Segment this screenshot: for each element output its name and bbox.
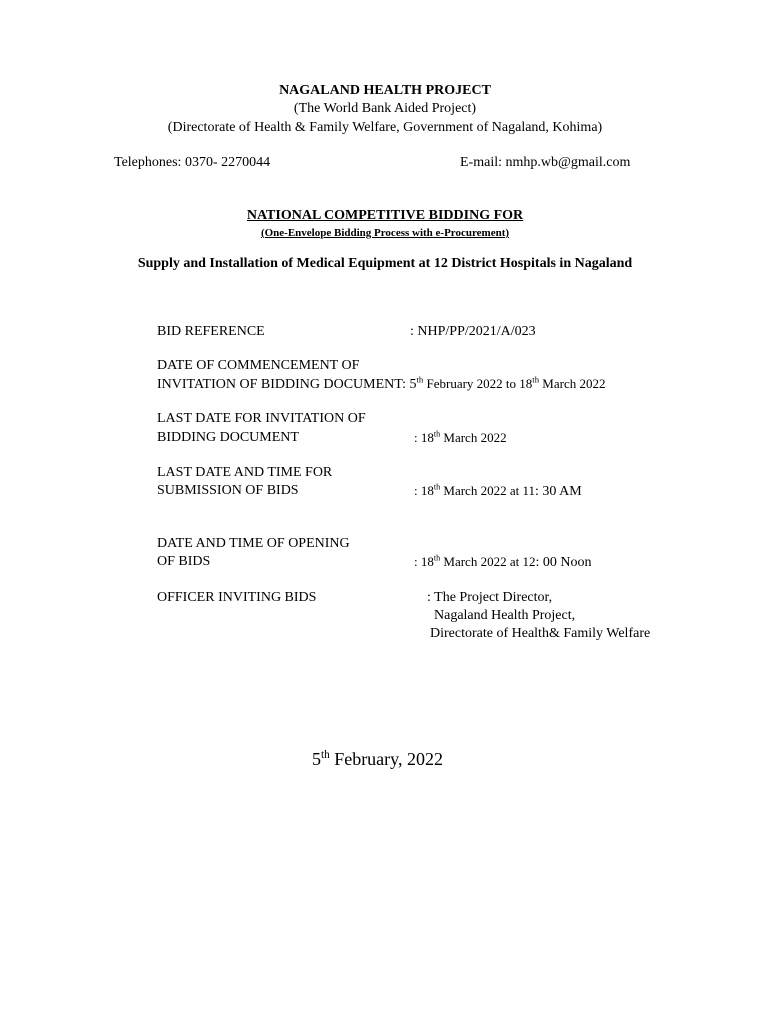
commencement-label-line1: DATE OF COMMENCEMENT OF [157,358,360,373]
last-date-doc-suffix: March 2022 [440,430,507,445]
opening-mid: March 2022 at 12 [440,554,536,569]
submission-value [414,483,582,500]
submission-prefix: : 18 [414,483,434,498]
last-date-doc-label-line1: LAST DATE FOR INVITATION OF [157,411,366,426]
last-date-doc-label-line2: BIDDING DOCUMENT [157,430,299,445]
email: E-mail: nmhp.wb@gmail.com [460,155,631,170]
officer-line3: Directorate of Health& Family Welfare [430,626,651,641]
commencement-label-line2: INVITATION OF BIDDING DOCUMENT: 5 [157,377,417,392]
commencement-sup2: th [532,374,540,385]
opening-value [414,554,591,571]
commencement-end: March 2022 [539,376,606,391]
submission-label-line2: SUBMISSION OF BIDS [157,483,299,498]
officer-line1: : The Project Director, [427,590,553,605]
last-date-doc-sup: th [433,429,441,439]
officer-line2: Nagaland Health Project, [434,608,576,623]
telephones: Telephones: 0370- 2270044 [114,155,271,170]
commencement-sup1: th [416,374,424,385]
bidding-subject: Supply and Installation of Medical Equipment at 12 District Hospitals in Nagaland [137,256,633,271]
commencement-mid: February 2022 to 18 [423,376,533,391]
submission-end: : 30 AM [534,484,582,499]
submission-sup: th [433,482,441,492]
directorate-line: (Directorate of Health & Family Welfare, Government of Nagaland, Kohima) [167,120,603,135]
opening-sup: th [433,553,441,563]
officer-label: OFFICER INVITING BIDS [157,590,317,605]
bid-reference-label: BID REFERENCE [157,324,265,339]
bid-reference-value: : NHP/PP/2021/A/023 [410,324,536,339]
opening-prefix: : 18 [414,554,434,569]
org-name: NAGALAND HEALTH PROJECT [279,83,491,98]
opening-end: : 00 Noon [535,555,592,570]
opening-label-line1: DATE AND TIME OF OPENING [157,536,350,551]
submission-mid: March 2022 at 11 [440,483,535,498]
last-date-doc-prefix: : 18 [414,430,434,445]
commencement-line2 [157,376,605,393]
project-subtitle: (The World Bank Aided Project) [293,101,477,116]
footer-rest: February, 2022 [329,749,443,769]
submission-label-line1: LAST DATE AND TIME FOR [157,465,333,480]
footer-date [312,749,443,770]
bidding-process: (One-Envelope Bidding Process with e-Procurement) [260,227,510,239]
opening-label-line2: OF BIDS [157,554,211,569]
bidding-title: NATIONAL COMPETITIVE BIDDING FOR [246,208,524,223]
footer-sup: th [321,749,330,761]
footer-day: 5 [312,749,321,769]
last-date-doc-value [414,430,507,446]
